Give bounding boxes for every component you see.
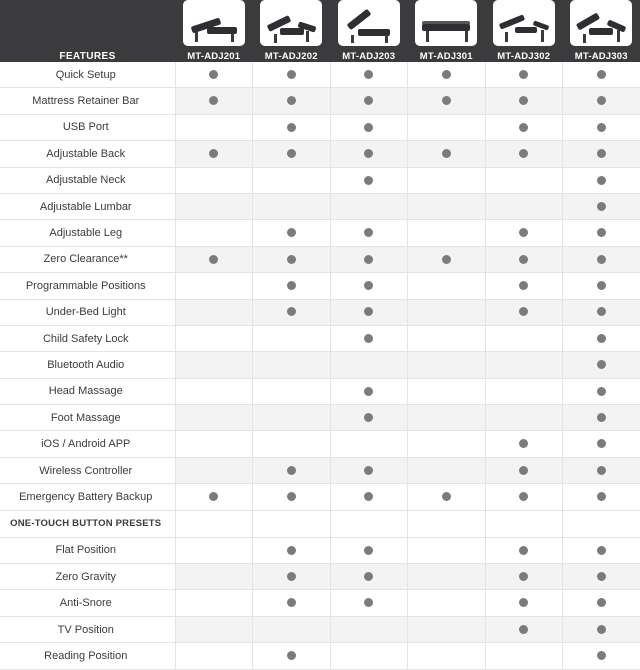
feature-cell — [563, 643, 640, 669]
included-dot-icon — [287, 307, 296, 316]
included-dot-icon — [287, 96, 296, 105]
feature-label: Adjustable Lumbar — [0, 193, 175, 219]
included-dot-icon — [519, 572, 528, 581]
included-dot-icon — [287, 492, 296, 501]
model-column-header-2 — [253, 0, 331, 62]
product-image-adj201 — [183, 0, 245, 46]
feature-cell — [563, 299, 640, 325]
feature-cell — [408, 114, 486, 140]
table-row — [0, 431, 640, 457]
included-dot-icon — [519, 281, 528, 290]
product-image-adj203 — [338, 0, 400, 46]
feature-cell — [175, 325, 253, 351]
feature-cell — [175, 299, 253, 325]
feature-cell — [485, 352, 563, 378]
included-dot-icon — [442, 96, 451, 105]
included-dot-icon — [597, 625, 606, 634]
feature-cell — [253, 141, 331, 167]
feature-cell — [408, 246, 486, 272]
included-dot-icon — [597, 439, 606, 448]
feature-cell — [330, 273, 408, 299]
included-dot-icon — [364, 149, 373, 158]
included-dot-icon — [287, 466, 296, 475]
feature-cell — [253, 62, 331, 88]
included-dot-icon — [519, 598, 528, 607]
feature-label: Flat Position — [0, 537, 175, 563]
feature-cell — [175, 273, 253, 299]
feature-cell — [563, 537, 640, 563]
feature-cell — [253, 564, 331, 590]
feature-cell — [485, 273, 563, 299]
included-dot-icon — [597, 492, 606, 501]
feature-cell — [253, 405, 331, 431]
included-dot-icon — [209, 96, 218, 105]
included-dot-icon — [442, 255, 451, 264]
included-dot-icon — [209, 492, 218, 501]
section-spacer-cell — [175, 510, 253, 537]
feature-cell — [563, 590, 640, 616]
feature-cell — [175, 431, 253, 457]
table-row — [0, 246, 640, 272]
feature-label: Adjustable Leg — [0, 220, 175, 246]
section-spacer-cell — [563, 510, 640, 537]
table-row — [0, 141, 640, 167]
feature-cell — [563, 564, 640, 590]
included-dot-icon — [519, 70, 528, 79]
feature-cell — [330, 167, 408, 193]
feature-cell — [563, 167, 640, 193]
included-dot-icon — [287, 149, 296, 158]
included-dot-icon — [597, 123, 606, 132]
feature-label: Foot Massage — [0, 405, 175, 431]
feature-cell — [485, 114, 563, 140]
feature-label: Mattress Retainer Bar — [0, 88, 175, 114]
feature-cell — [563, 62, 640, 88]
feature-cell — [175, 378, 253, 404]
feature-cell — [330, 325, 408, 351]
feature-cell — [253, 457, 331, 483]
feature-cell — [408, 220, 486, 246]
feature-label: TV Position — [0, 616, 175, 642]
product-image-adj202 — [260, 0, 322, 46]
feature-cell — [330, 352, 408, 378]
feature-cell — [485, 405, 563, 431]
section-spacer-cell — [253, 510, 331, 537]
model-column-header-6 — [563, 0, 640, 62]
included-dot-icon — [364, 176, 373, 185]
feature-cell — [253, 616, 331, 642]
included-dot-icon — [597, 651, 606, 660]
table-row — [0, 484, 640, 510]
included-dot-icon — [519, 96, 528, 105]
feature-cell — [408, 273, 486, 299]
included-dot-icon — [364, 598, 373, 607]
feature-cell — [253, 378, 331, 404]
included-dot-icon — [442, 70, 451, 79]
feature-cell — [175, 643, 253, 669]
included-dot-icon — [209, 149, 218, 158]
included-dot-icon — [287, 598, 296, 607]
included-dot-icon — [442, 149, 451, 158]
feature-cell — [330, 537, 408, 563]
feature-label: Adjustable Neck — [0, 167, 175, 193]
feature-cell — [485, 220, 563, 246]
feature-cell — [253, 167, 331, 193]
feature-label: Quick Setup — [0, 62, 175, 88]
included-dot-icon — [364, 492, 373, 501]
feature-cell — [485, 325, 563, 351]
feature-cell — [330, 299, 408, 325]
table-header-row — [0, 0, 640, 62]
table-row — [0, 537, 640, 563]
feature-label: Emergency Battery Backup — [0, 484, 175, 510]
included-dot-icon — [209, 70, 218, 79]
feature-cell — [485, 431, 563, 457]
feature-label: Adjustable Back — [0, 141, 175, 167]
feature-cell — [408, 643, 486, 669]
table-row — [0, 62, 640, 88]
feature-cell — [330, 141, 408, 167]
included-dot-icon — [519, 466, 528, 475]
included-dot-icon — [364, 96, 373, 105]
included-dot-icon — [597, 176, 606, 185]
table-row — [0, 352, 640, 378]
feature-label: Programmable Positions — [0, 273, 175, 299]
included-dot-icon — [287, 70, 296, 79]
included-dot-icon — [442, 492, 451, 501]
feature-cell — [175, 405, 253, 431]
feature-cell — [563, 431, 640, 457]
included-dot-icon — [597, 202, 606, 211]
feature-cell — [330, 431, 408, 457]
model-label-6: MT-ADJ303 — [563, 51, 640, 62]
feature-cell — [253, 325, 331, 351]
included-dot-icon — [364, 70, 373, 79]
feature-cell — [485, 88, 563, 114]
feature-cell — [253, 537, 331, 563]
section-spacer-cell — [485, 510, 563, 537]
included-dot-icon — [519, 149, 528, 158]
included-dot-icon — [519, 228, 528, 237]
feature-cell — [485, 193, 563, 219]
model-label-3: MT-ADJ203 — [330, 51, 408, 62]
feature-cell — [485, 616, 563, 642]
feature-cell — [563, 220, 640, 246]
included-dot-icon — [287, 123, 296, 132]
feature-cell — [330, 405, 408, 431]
included-dot-icon — [364, 546, 373, 555]
product-image-adj302 — [493, 0, 555, 46]
feature-cell — [175, 193, 253, 219]
feature-cell — [175, 616, 253, 642]
included-dot-icon — [364, 413, 373, 422]
feature-cell — [175, 167, 253, 193]
feature-cell — [563, 246, 640, 272]
included-dot-icon — [364, 572, 373, 581]
feature-cell — [253, 193, 331, 219]
feature-cell — [408, 88, 486, 114]
feature-cell — [408, 378, 486, 404]
feature-cell — [485, 299, 563, 325]
feature-cell — [408, 537, 486, 563]
feature-cell — [563, 114, 640, 140]
included-dot-icon — [519, 255, 528, 264]
feature-cell — [563, 616, 640, 642]
model-column-header-4 — [408, 0, 486, 62]
feature-label: Head Massage — [0, 378, 175, 404]
feature-label: Zero Clearance** — [0, 246, 175, 272]
included-dot-icon — [209, 255, 218, 264]
feature-cell — [408, 299, 486, 325]
feature-cell — [563, 405, 640, 431]
included-dot-icon — [519, 307, 528, 316]
feature-cell — [330, 246, 408, 272]
feature-cell — [175, 457, 253, 483]
feature-cell — [485, 167, 563, 193]
included-dot-icon — [364, 387, 373, 396]
feature-cell — [330, 457, 408, 483]
included-dot-icon — [519, 625, 528, 634]
feature-label: Reading Position — [0, 643, 175, 669]
included-dot-icon — [519, 546, 528, 555]
feature-cell — [485, 378, 563, 404]
model-label-5: MT-ADJ302 — [485, 51, 563, 62]
feature-cell — [408, 167, 486, 193]
feature-cell — [330, 643, 408, 669]
feature-cell — [408, 431, 486, 457]
features-column-header: FEATURES — [0, 0, 175, 62]
feature-cell — [175, 537, 253, 563]
feature-cell — [485, 141, 563, 167]
feature-cell — [563, 484, 640, 510]
feature-cell — [330, 114, 408, 140]
section-header-row — [0, 510, 640, 537]
table-row — [0, 378, 640, 404]
feature-cell — [563, 352, 640, 378]
feature-cell — [253, 643, 331, 669]
feature-cell — [253, 88, 331, 114]
included-dot-icon — [597, 255, 606, 264]
table-row — [0, 643, 640, 669]
feature-cell — [330, 484, 408, 510]
feature-cell — [563, 141, 640, 167]
included-dot-icon — [597, 307, 606, 316]
feature-cell — [563, 273, 640, 299]
feature-cell — [408, 193, 486, 219]
feature-cell — [485, 484, 563, 510]
feature-cell — [175, 62, 253, 88]
included-dot-icon — [519, 439, 528, 448]
included-dot-icon — [287, 651, 296, 660]
table-body — [0, 62, 640, 669]
feature-cell — [485, 537, 563, 563]
model-column-header-5 — [485, 0, 563, 62]
included-dot-icon — [287, 546, 296, 555]
section-label: ONE-TOUCH BUTTON PRESETS — [0, 510, 175, 537]
included-dot-icon — [287, 281, 296, 290]
feature-cell — [408, 590, 486, 616]
included-dot-icon — [597, 70, 606, 79]
table-row — [0, 273, 640, 299]
feature-cell — [563, 88, 640, 114]
feature-cell — [330, 88, 408, 114]
feature-cell — [485, 564, 563, 590]
included-dot-icon — [287, 255, 296, 264]
feature-cell — [485, 457, 563, 483]
section-spacer-cell — [408, 510, 486, 537]
feature-cell — [253, 114, 331, 140]
feature-cell — [175, 484, 253, 510]
included-dot-icon — [597, 466, 606, 475]
table-row — [0, 405, 640, 431]
model-column-header-3 — [330, 0, 408, 62]
feature-cell — [330, 62, 408, 88]
included-dot-icon — [364, 307, 373, 316]
feature-cell — [408, 616, 486, 642]
included-dot-icon — [364, 281, 373, 290]
included-dot-icon — [597, 598, 606, 607]
included-dot-icon — [597, 360, 606, 369]
feature-cell — [175, 246, 253, 272]
feature-cell — [175, 88, 253, 114]
feature-cell — [408, 564, 486, 590]
included-dot-icon — [597, 228, 606, 237]
feature-cell — [485, 246, 563, 272]
product-image-adj301 — [415, 0, 477, 46]
feature-label: Wireless Controller — [0, 457, 175, 483]
feature-cell — [330, 590, 408, 616]
included-dot-icon — [287, 228, 296, 237]
table-row — [0, 616, 640, 642]
included-dot-icon — [597, 572, 606, 581]
feature-cell — [175, 564, 253, 590]
feature-cell — [175, 220, 253, 246]
feature-cell — [175, 590, 253, 616]
feature-cell — [330, 564, 408, 590]
feature-cell — [485, 590, 563, 616]
feature-cell — [253, 246, 331, 272]
feature-cell — [330, 616, 408, 642]
included-dot-icon — [519, 492, 528, 501]
included-dot-icon — [364, 123, 373, 132]
feature-cell — [563, 325, 640, 351]
feature-cell — [408, 352, 486, 378]
feature-cell — [485, 643, 563, 669]
feature-cell — [330, 193, 408, 219]
feature-cell — [330, 220, 408, 246]
included-dot-icon — [597, 281, 606, 290]
table-row — [0, 114, 640, 140]
included-dot-icon — [364, 334, 373, 343]
feature-cell — [253, 484, 331, 510]
included-dot-icon — [597, 334, 606, 343]
feature-cell — [408, 457, 486, 483]
product-image-adj303 — [570, 0, 632, 46]
table-row — [0, 590, 640, 616]
model-label-2: MT-ADJ202 — [253, 51, 331, 62]
included-dot-icon — [364, 228, 373, 237]
feature-cell — [253, 299, 331, 325]
included-dot-icon — [597, 387, 606, 396]
feature-cell — [408, 62, 486, 88]
table-row — [0, 88, 640, 114]
section-spacer-cell — [330, 510, 408, 537]
feature-label: USB Port — [0, 114, 175, 140]
included-dot-icon — [597, 413, 606, 422]
feature-cell — [253, 352, 331, 378]
feature-cell — [175, 352, 253, 378]
feature-label: Zero Gravity — [0, 564, 175, 590]
table-row — [0, 193, 640, 219]
included-dot-icon — [597, 96, 606, 105]
included-dot-icon — [364, 255, 373, 264]
included-dot-icon — [597, 149, 606, 158]
feature-cell — [330, 378, 408, 404]
table-row — [0, 564, 640, 590]
included-dot-icon — [597, 546, 606, 555]
table-row — [0, 325, 640, 351]
feature-cell — [485, 62, 563, 88]
feature-cell — [408, 325, 486, 351]
feature-label: iOS / Android APP — [0, 431, 175, 457]
table-row — [0, 457, 640, 483]
feature-cell — [253, 273, 331, 299]
model-label-4: MT-ADJ301 — [408, 51, 486, 62]
feature-cell — [408, 484, 486, 510]
table-row — [0, 299, 640, 325]
feature-label: Under-Bed Light — [0, 299, 175, 325]
feature-label: Bluetooth Audio — [0, 352, 175, 378]
feature-cell — [408, 405, 486, 431]
included-dot-icon — [519, 123, 528, 132]
feature-cell — [253, 431, 331, 457]
table-row — [0, 220, 640, 246]
feature-cell — [253, 220, 331, 246]
feature-label: Anti-Snore — [0, 590, 175, 616]
model-column-header-1 — [175, 0, 253, 62]
feature-cell — [408, 141, 486, 167]
table-row — [0, 167, 640, 193]
feature-cell — [563, 378, 640, 404]
model-label-1: MT-ADJ201 — [175, 51, 253, 62]
feature-cell — [175, 141, 253, 167]
feature-cell — [563, 193, 640, 219]
feature-cell — [253, 590, 331, 616]
feature-cell — [175, 114, 253, 140]
included-dot-icon — [364, 466, 373, 475]
feature-label: Child Safety Lock — [0, 325, 175, 351]
included-dot-icon — [287, 572, 296, 581]
feature-cell — [563, 457, 640, 483]
